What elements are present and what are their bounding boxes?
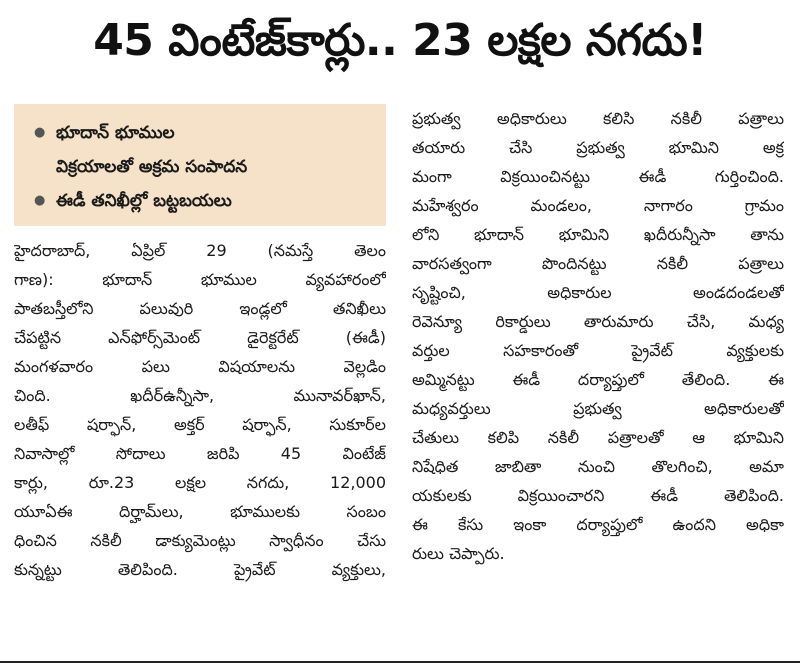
bottom-divider (0, 661, 800, 663)
text-line: అమ్మినట్టు ఈడీ దర్యాప్తులో తేలింది. ఈ (412, 370, 784, 389)
bullet-icon: ● (34, 193, 46, 208)
text-line: పాతబస్తీలోని పలువురి ఇండ్లలో తనిఖీలు (14, 299, 386, 318)
text-line: తయారు చేసి ప్రభుత్వ భూమిని అక్ర (412, 138, 784, 157)
highlight-text: విక్రయాలతో అక్రమ సంపాదన (56, 157, 248, 177)
text-line: మధ్యవర్తులు ప్రభుత్వ అధికారులతో (412, 399, 784, 418)
text-line: లోని భూదాన్ భూమిని ఖదీరున్నీసా తాను (412, 225, 784, 244)
text-line: మహేశ్వరం మండలం, నాగారం గ్రామం (412, 196, 784, 215)
text-line: హైదరాబాద్, ఏప్రిల్ 29 (నమస్తే తెలం (14, 241, 386, 260)
text-line: ప్రభుత్వ అధికారులు కలిసి నకిలీ పత్రాలు (412, 109, 784, 128)
text-line: మంగళవారం పలు విషయాలను వెల్లడిం (14, 357, 386, 376)
highlight-text: భూదాన్ భూముల (56, 123, 175, 143)
text-line: వారసత్వంగా పొందినట్టు నకిలీ పత్రాలు (412, 254, 784, 273)
highlight-item (34, 116, 372, 150)
text-line: చేతులు కలిపి నకిలీ పత్రాలతో ఆ భూమిని (412, 428, 784, 447)
text-line: కున్నట్టు తెలిపింది. ప్రైవేట్ వ్యక్తులు, (14, 560, 386, 579)
article-column-left (14, 236, 386, 584)
text-line: చింది. ఖదీర్‌ఉన్నీసా, మునావర్‌ఖాన్, (14, 386, 386, 405)
highlight-item (34, 184, 372, 218)
text-line: కార్లు, రూ.23 లక్షల నగదు, 12,000 (14, 473, 386, 492)
article-column-right (412, 104, 784, 568)
text-line: నివాసాల్లో సోదాలు జరిపి 45 వింటేజ్ (14, 444, 386, 463)
text-line: రులు చెప్పారు. (412, 544, 505, 563)
bullet-icon: ● (34, 125, 46, 140)
text-line: లతీఫ్ షర్ఫాన్, అక్తర్ షర్ఫాన్, సుకూర్‌ల (14, 415, 386, 434)
text-line: యకులకు విక్రయించారని ఈడీ తెలిపింది. (412, 486, 784, 505)
text-line: యూఏఈ దిర్హామ్‌లు, భూములకు సంబం (14, 502, 386, 521)
headline: 45 వింటేజ్‌కార్లు.. 23 లక్షల నగదు! (93, 15, 707, 66)
text-line: గాణ): భూదాన్ భూముల వ్యవహారంలో (14, 270, 386, 289)
text-line: ఈ కేసు ఇంకా దర్యాప్తులో ఉందని అధికా (412, 515, 784, 534)
highlight-text: ఈడీ తనిఖీల్లో బట్టబయలు (56, 191, 232, 211)
highlights-box (14, 104, 386, 226)
text-line: చేపట్టిన ఎన్‌ఫోర్స్‌మెంట్ డైరెక్టరేట్ (ఈడీ) (14, 328, 386, 347)
text-line: సృష్టించి, అధికారుల అండదండలతో (412, 283, 784, 302)
text-line: వర్తుల సహకారంతో ప్రైవేట్ వ్యక్తులకు (412, 341, 784, 360)
text-line: రెవెన్యూ రికార్డులు తారుమారు చేసి, మధ్య (412, 312, 784, 331)
text-line: ధించిన నకిలీ డాక్యుమెంట్లు స్వాధీనం చేసు (14, 531, 386, 550)
text-line: మంగా విక్రయించినట్టు ఈడీ గుర్తించింది. (412, 167, 784, 186)
text-line: నిషేధిత జాబితా నుంచి తొలగించి, అమా (412, 457, 784, 476)
highlight-item (34, 150, 372, 184)
